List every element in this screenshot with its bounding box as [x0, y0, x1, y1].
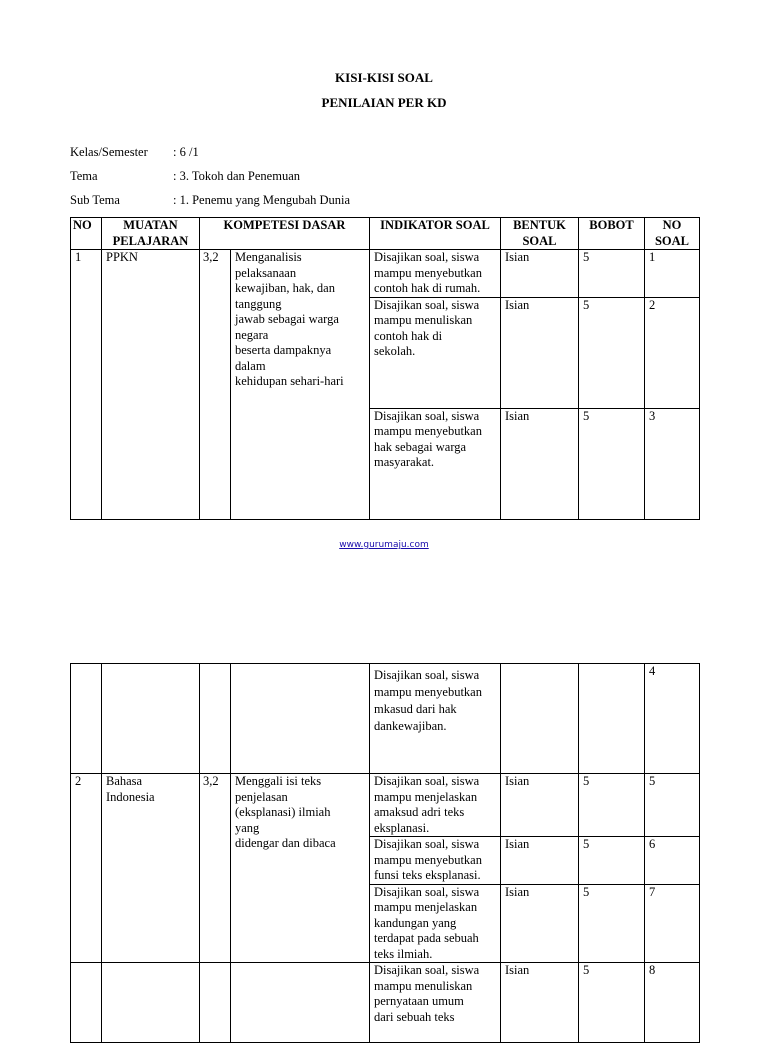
cell-bobot: 5 [579, 963, 645, 1043]
meta-value-tema: : 3. Tokoh dan Penemuan [173, 169, 301, 183]
indikator-line: eksplanasi. [374, 820, 430, 835]
col-header-kd: KOMPETESI DASAR [200, 218, 370, 250]
indikator-line: Disajikan soal, siswa [374, 837, 480, 851]
indikator-line: mampu menyebutkan [374, 265, 482, 280]
muatan-line: Indonesia [106, 789, 155, 804]
col-header-indikator: INDIKATOR SOAL [370, 218, 501, 250]
cell-indikator [370, 774, 501, 837]
indikator-line: teks ilmiah. [374, 946, 433, 961]
cell-nosoal: 5 [645, 774, 700, 837]
indikator-line: pernyataan umum [374, 994, 464, 1008]
col-header-bentuk-line1: BENTUK [513, 218, 566, 232]
cell-bobot: 5 [579, 297, 645, 408]
meta-label-subtema: Sub Tema [70, 193, 120, 207]
cell-nosoal: 3 [645, 408, 700, 519]
kd-line: beserta dampaknya [235, 343, 332, 357]
cell-kd-text [231, 774, 370, 963]
cell-muatan: PPKN [102, 250, 200, 520]
indikator-line: Disajikan soal, siswa [374, 884, 480, 899]
meta-value-kelas: : 6 /1 [173, 145, 199, 159]
cell-nosoal: 1 [645, 250, 700, 298]
cell-kd-number: 3,2 [200, 250, 231, 520]
col-header-bobot: BOBOT [579, 218, 645, 250]
cell-nosoal: 7 [645, 884, 700, 963]
kisi-kisi-table-page-2 [70, 663, 700, 1043]
cell-bentuk: Isian [501, 297, 579, 408]
cell-indikator [370, 408, 501, 519]
cell-indikator [370, 297, 501, 408]
cell-no [71, 664, 102, 774]
cell-kd-text [231, 963, 370, 1043]
kd-line: Menggali isi teks [235, 774, 322, 788]
kd-line: pelaksanaan [235, 265, 297, 280]
col-header-nosoal-line2: SOAL [654, 233, 690, 248]
cell-muatan [102, 664, 200, 774]
cell-bobot: 5 [579, 837, 645, 885]
indikator-line: Disajikan soal, siswa [374, 963, 480, 977]
cell-muatan [102, 774, 200, 963]
kd-line: penjelasan [235, 789, 288, 804]
indikator-line: terdapat pada sebuah [374, 931, 479, 945]
cell-bobot: 5 [579, 774, 645, 837]
indikator-line: sekolah. [374, 344, 416, 358]
indikator-line: mampu menyebutkan [374, 685, 482, 699]
cell-bobot: 5 [579, 250, 645, 298]
indikator-line: mampu menjelaskan [374, 789, 478, 804]
cell-bobot [579, 664, 645, 774]
cell-bentuk: Isian [501, 963, 579, 1043]
cell-nosoal: 4 [645, 664, 700, 774]
cell-nosoal: 6 [645, 837, 700, 885]
indikator-line: contoh hak di [374, 328, 443, 343]
document-title: KISI-KISI SOAL [335, 70, 433, 85]
table-row [71, 664, 700, 774]
muatan-line: Bahasa [106, 774, 143, 788]
cell-no: 1 [71, 250, 102, 520]
col-header-nosoal-line1: NO [662, 218, 682, 232]
indikator-line: dankewajiban. [374, 719, 447, 733]
cell-muatan [102, 963, 200, 1043]
indikator-line: Disajikan soal, siswa [374, 250, 480, 264]
meta-label-tema: Tema [70, 169, 98, 183]
cell-kd-text [231, 250, 370, 520]
kd-line: Menganalisis [235, 250, 302, 264]
indikator-line: mampu menyebutkan [374, 424, 482, 438]
kd-line: yang [235, 820, 260, 835]
cell-kd-number [200, 963, 231, 1043]
cell-indikator [370, 664, 501, 774]
indikator-line: amaksud adri teks [374, 805, 465, 819]
kd-line: jawab sebagai warga [235, 312, 339, 326]
indikator-line: mampu menjelaskan [374, 900, 478, 914]
table-row [71, 250, 700, 298]
cell-kd-text [231, 664, 370, 774]
indikator-line: hak sebagai warga [374, 439, 467, 454]
kd-line: tanggung [235, 296, 282, 311]
kd-line: dalam [235, 358, 266, 373]
cell-kd-number [200, 664, 231, 774]
col-header-nosoal [645, 218, 700, 250]
indikator-line: Disajikan soal, siswa [374, 297, 480, 312]
kisi-kisi-table-page-1 [70, 217, 700, 520]
cell-bentuk: Isian [501, 408, 579, 519]
col-header-muatan [102, 218, 200, 250]
col-header-muatan-line2: PELAJARAN [112, 233, 189, 248]
indikator-line: Disajikan soal, siswa [374, 774, 480, 788]
col-header-muatan-line1: MUATAN [123, 218, 178, 232]
indikator-line: dari sebuah teks [374, 1009, 455, 1024]
cell-indikator [370, 837, 501, 885]
indikator-line: contoh hak di rumah. [374, 281, 481, 295]
indikator-line: Disajikan soal, siswa [374, 408, 480, 423]
indikator-line: masyarakat. [374, 455, 435, 469]
cell-bobot: 5 [579, 408, 645, 519]
col-header-no: NO [71, 218, 102, 250]
cell-no [71, 963, 102, 1043]
meta-label-kelas: Kelas/Semester [70, 145, 148, 159]
cell-bobot: 5 [579, 884, 645, 963]
col-header-bentuk-line2: SOAL [522, 233, 557, 248]
cell-bentuk: Isian [501, 774, 579, 837]
cell-nosoal: 8 [645, 963, 700, 1043]
cell-bentuk: Isian [501, 884, 579, 963]
footer-link[interactable]: www.gurumaju.com [339, 540, 429, 550]
cell-bentuk: Isian [501, 837, 579, 885]
kd-line: didengar dan dibaca [235, 836, 336, 850]
document-subtitle: PENILAIAN PER KD [321, 95, 447, 110]
cell-no: 2 [71, 774, 102, 963]
cell-indikator [370, 884, 501, 963]
indikator-line: mampu menuliskan [374, 978, 473, 993]
table-header-row [71, 218, 700, 250]
indikator-line: mampu menyebutkan [374, 852, 482, 867]
kd-line: negara [235, 327, 269, 342]
kd-line: kewajiban, hak, dan [235, 281, 335, 295]
cell-kd-number: 3,2 [200, 774, 231, 963]
cell-indikator [370, 250, 501, 298]
kd-line: kehidupan sehari-hari [235, 374, 344, 388]
cell-indikator [370, 963, 501, 1043]
indikator-line: mampu menuliskan [374, 313, 473, 327]
cell-bentuk: Isian [501, 250, 579, 298]
indikator-line: kandungan yang [374, 915, 457, 930]
indikator-line: Disajikan soal, siswa [374, 668, 480, 682]
table-row [71, 774, 700, 837]
col-header-bentuk [501, 218, 579, 250]
table-row [71, 963, 700, 1043]
kd-line: (eksplanasi) ilmiah [235, 805, 331, 819]
cell-bentuk [501, 664, 579, 774]
meta-value-subtema: : 1. Penemu yang Mengubah Dunia [173, 193, 351, 207]
indikator-line: mkasud dari hak [374, 702, 457, 716]
cell-nosoal: 2 [645, 297, 700, 408]
indikator-line: funsi teks eksplanasi. [374, 868, 481, 882]
